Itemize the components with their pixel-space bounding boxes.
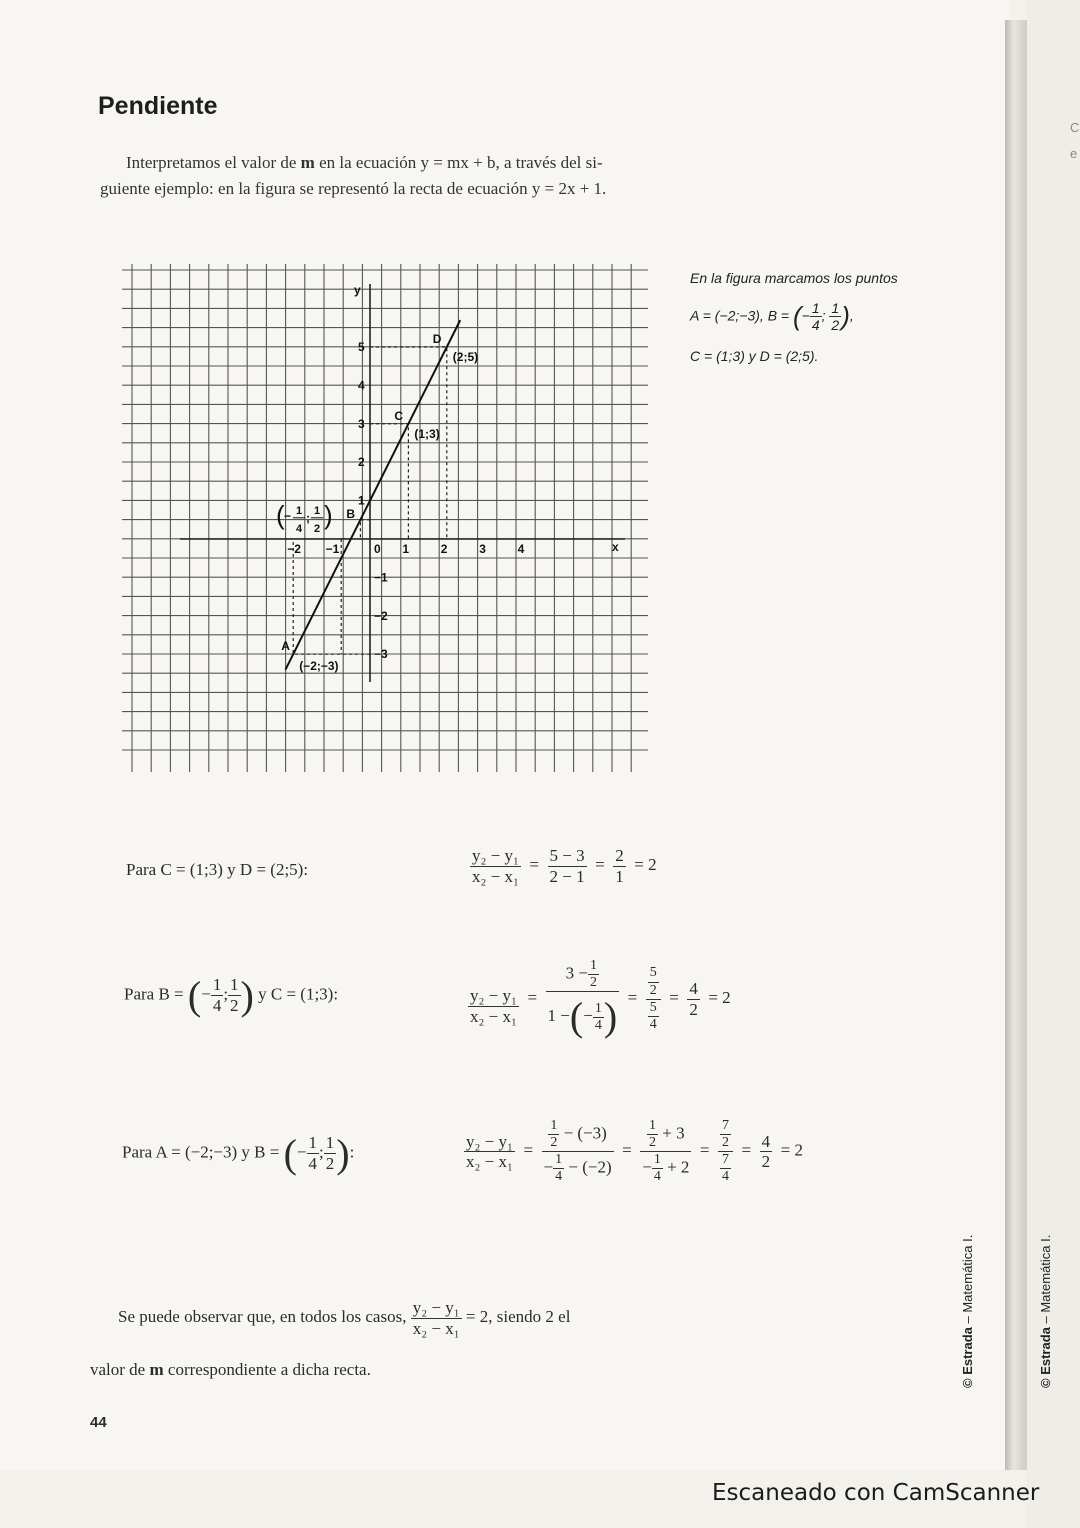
fraction-denominator: 2 bbox=[230, 996, 239, 1015]
intro-text: en la ecuación y = mx + b, a través del si- bbox=[314, 153, 603, 172]
fraction-numerator: 4 bbox=[689, 979, 698, 999]
conclusion-text: valor de bbox=[90, 1360, 150, 1379]
fraction-numerator: 5 − 3 bbox=[549, 846, 585, 865]
line-graph bbox=[120, 262, 650, 774]
y-axis-label: y bbox=[354, 283, 361, 297]
fraction-denominator: 4 bbox=[649, 1016, 657, 1032]
y-tick-label: 4 bbox=[358, 378, 365, 393]
conclusion-line-2 bbox=[90, 1360, 371, 1380]
label-C: (1;3) bbox=[414, 426, 440, 441]
conclusion-text: = 2, siendo 2 el bbox=[465, 1306, 571, 1326]
fraction-numerator: 1 bbox=[588, 958, 599, 975]
calc2-label: Para B = (− $\frac{1}{4}$ ; $\frac{1}{2}$ ) y C = (1;3): bbox=[124, 973, 339, 1018]
fraction-numerator: 1 bbox=[308, 1133, 318, 1153]
copyright-bold: © Estrada bbox=[1038, 1327, 1053, 1388]
fraction-numerator: 1 bbox=[593, 1001, 604, 1018]
fraction-numerator: 1 bbox=[548, 1118, 559, 1135]
fraction-denominator: 2 bbox=[761, 1152, 771, 1172]
vertical-copyright-next-page bbox=[1038, 1235, 1053, 1388]
calc2-label-text: Para B = bbox=[124, 984, 184, 1004]
y-tick-label: 1 bbox=[358, 493, 365, 508]
slope-numerator: y₂ − y₁ bbox=[472, 846, 519, 865]
points-note bbox=[690, 270, 990, 380]
fraction-denominator: 2 − 1 bbox=[549, 866, 585, 886]
point-D: D bbox=[432, 332, 442, 346]
y-tick-label: 3 bbox=[358, 416, 365, 431]
slope-denominator: x₂ − x₁ bbox=[412, 1318, 460, 1338]
x-tick-label: 0 bbox=[374, 542, 381, 556]
fraction-denominator: 4 bbox=[722, 1169, 730, 1185]
complex-bottom: + 2 bbox=[667, 1157, 690, 1177]
label-B-paren-open: ( bbox=[276, 499, 285, 530]
fraction-denominator: 4 bbox=[653, 1169, 661, 1185]
label-B-den2: 2 bbox=[314, 522, 321, 535]
calc3-label: Para A = (−2;−3) y B = (− $\frac{1}{4}$ ; $\frac{1}{2}$ ): bbox=[122, 1131, 355, 1176]
next-page-edge bbox=[1027, 0, 1080, 1528]
intro-line-2: guiente ejemplo: en la figura se representó la recta de ecuación y = 2x + 1. bbox=[100, 179, 607, 198]
conclusion-text: Se puede observar que, en todos los casos, bbox=[118, 1306, 407, 1326]
label-B-den1: 4 bbox=[296, 522, 303, 535]
label-D: (2;5) bbox=[452, 350, 479, 364]
dash-guide-B bbox=[360, 520, 370, 539]
fraction-numerator: 5 bbox=[648, 965, 659, 982]
note-text: A = (−2;−3), B = bbox=[690, 307, 793, 324]
y-tick-label: 2 bbox=[358, 455, 365, 470]
fraction-denominator: 1 bbox=[615, 866, 624, 886]
vertical-copyright bbox=[960, 1235, 975, 1388]
y-tick-label: 5 bbox=[358, 340, 365, 354]
intro-line-1 bbox=[100, 150, 680, 176]
calc1-expression: $\frac{\text{y₂ − y₁}}{\text{x₂ − x₁}}$ = $\frac{5 - 3}{2 - 1}$ = $\frac{2}{1}$ = 2 bbox=[472, 846, 657, 886]
complex-bottom: − (−2) bbox=[568, 1157, 612, 1177]
edge-letter: e bbox=[1070, 146, 1078, 161]
fraction-denominator: 2 bbox=[325, 1154, 335, 1173]
complex-top: + 3 bbox=[662, 1123, 685, 1143]
note-frac: 2 bbox=[831, 317, 840, 334]
fraction-numerator: 7 bbox=[720, 1152, 731, 1169]
fraction-denominator: 4 bbox=[555, 1169, 563, 1185]
y-tick-label: −3 bbox=[374, 647, 388, 662]
page-binding bbox=[1005, 20, 1027, 1470]
edge-letter: C bbox=[1070, 120, 1080, 135]
x-tick-label: −2 bbox=[287, 542, 301, 556]
calc1-result: = 2 bbox=[634, 854, 657, 874]
fraction-numerator: 2 bbox=[615, 846, 624, 865]
fraction-denominator: 4 bbox=[308, 1154, 318, 1173]
complex-top: − (−3) bbox=[563, 1123, 607, 1143]
conclusion-line-1 bbox=[118, 1298, 570, 1338]
line-y-2x-plus-1 bbox=[286, 320, 461, 669]
x-tick-label: 4 bbox=[517, 542, 525, 556]
fraction-numerator: 7 bbox=[720, 1118, 731, 1135]
fraction-numerator: 1 bbox=[647, 1118, 658, 1135]
label-B-num2: 1 bbox=[314, 504, 321, 517]
slope-numerator: y₂ − y₁ bbox=[412, 1298, 460, 1317]
slope-denominator: x₂ − x₁ bbox=[472, 866, 519, 886]
note-frac: 1 bbox=[831, 300, 840, 316]
x-tick-label: 2 bbox=[440, 542, 448, 556]
note-line-1: En la figura marcamos los puntos bbox=[690, 270, 898, 286]
calc1-label: Para C = (1;3) y D = (2;5): bbox=[126, 860, 309, 879]
calc3-label-text: Para A = (−2;−3) y B = bbox=[122, 1142, 280, 1162]
fraction-denominator: 2 bbox=[590, 975, 598, 991]
fraction-denominator: 4 bbox=[594, 1017, 602, 1033]
intro-text: Interpretamos el valor de bbox=[126, 153, 301, 172]
calc3-result: = 2 bbox=[780, 1140, 803, 1160]
calc3-expression: $\frac{\text{y₂ − y₁}}{\text{x₂ − x₁}}$ = $\frac{1}{2}$ − (−3) − $\frac{1}{4}$ − (−2) = $\frac{1}{2}$ + 3 − $\frac{1}{4}$ + 2 = $\frac{\frac{7}{2}}{\frac{7}{4}}$ = $\frac{4}{2}$ = 2 bbox=[466, 1118, 803, 1185]
label-A: (−2;−3) bbox=[299, 659, 339, 674]
fraction-numerator: 4 bbox=[761, 1131, 771, 1151]
calc2-expression: $\frac{\text{y₂ − y₁}}{\text{x₂ − x₁}}$ = 3 − $\frac{1}{2}$ 1 −(− $\frac{1}{4}$ ) = $\frac{\frac{5}{2}}{\frac{5}{4}}$ = $\frac{4}{2}$ = 2 bbox=[470, 958, 731, 1040]
camscanner-watermark: Escaneado con CamScanner bbox=[712, 1480, 1040, 1506]
page-number: 44 bbox=[90, 1414, 107, 1431]
x-axis-label: x bbox=[612, 540, 619, 554]
fraction-numerator: 1 bbox=[553, 1152, 564, 1169]
conclusion-m: m bbox=[149, 1360, 164, 1379]
label-B-num1: 1 bbox=[296, 504, 303, 517]
fraction-numerator: 1 bbox=[652, 1152, 663, 1169]
fraction-denominator: 2 bbox=[649, 982, 657, 998]
fraction-denominator: 2 bbox=[550, 1135, 558, 1151]
slope-numerator: y₂ − y₁ bbox=[466, 1131, 513, 1151]
complex-bottom: 1 − bbox=[547, 1006, 570, 1026]
point-A: A bbox=[281, 639, 290, 654]
label-B-sep: ; bbox=[306, 510, 310, 525]
note-line-2: A = (−2;−3), B = (− $\frac{1}{4}$ ; $\frac{1}{2}$ ), bbox=[690, 300, 854, 334]
x-tick-label: 3 bbox=[479, 542, 486, 556]
calc2-result: = 2 bbox=[708, 988, 731, 1007]
fraction-numerator: 1 bbox=[325, 1133, 335, 1153]
slope-denominator: x₂ − x₁ bbox=[466, 1152, 513, 1172]
fraction-denominator: 2 bbox=[722, 1135, 730, 1151]
note-frac: 4 bbox=[811, 317, 820, 334]
label-B-minus: − bbox=[284, 508, 292, 523]
y-tick-label: −1 bbox=[374, 570, 388, 585]
point-B: B bbox=[346, 506, 356, 521]
x-tick-label: 1 bbox=[402, 542, 410, 556]
fraction-denominator: 4 bbox=[212, 996, 222, 1015]
fraction-numerator: 1 bbox=[230, 975, 239, 995]
fraction-numerator: 5 bbox=[648, 1000, 659, 1017]
copyright-rest: – Matemática I. bbox=[960, 1234, 975, 1328]
fraction-denominator: 2 bbox=[649, 1135, 657, 1151]
fraction-numerator: 1 bbox=[212, 975, 222, 995]
copyright-bold: © Estrada bbox=[960, 1327, 975, 1388]
calc2-label-text: y C = (1;3): bbox=[258, 984, 339, 1004]
slope-denominator: x₂ − x₁ bbox=[470, 1006, 517, 1026]
intro-m: m bbox=[300, 153, 315, 172]
copyright-rest: – Matemática I. bbox=[1038, 1234, 1053, 1328]
intro-paragraph bbox=[100, 150, 680, 202]
page-title: Pendiente bbox=[98, 92, 218, 120]
label-B-paren-close: ) bbox=[324, 499, 333, 530]
note-line-3: C = (1;3) y D = (2;5). bbox=[690, 348, 819, 364]
conclusion-text: correspondiente a dicha recta. bbox=[163, 1360, 371, 1379]
point-C: C bbox=[394, 408, 404, 423]
x-tick-label: −1 bbox=[325, 542, 340, 556]
slope-numerator: y₂ − y₁ bbox=[470, 986, 517, 1006]
complex-top: 3 − bbox=[565, 963, 589, 983]
y-tick-label: −2 bbox=[374, 608, 388, 623]
fraction-denominator: 2 bbox=[689, 999, 698, 1019]
note-frac: 1 bbox=[811, 300, 820, 316]
